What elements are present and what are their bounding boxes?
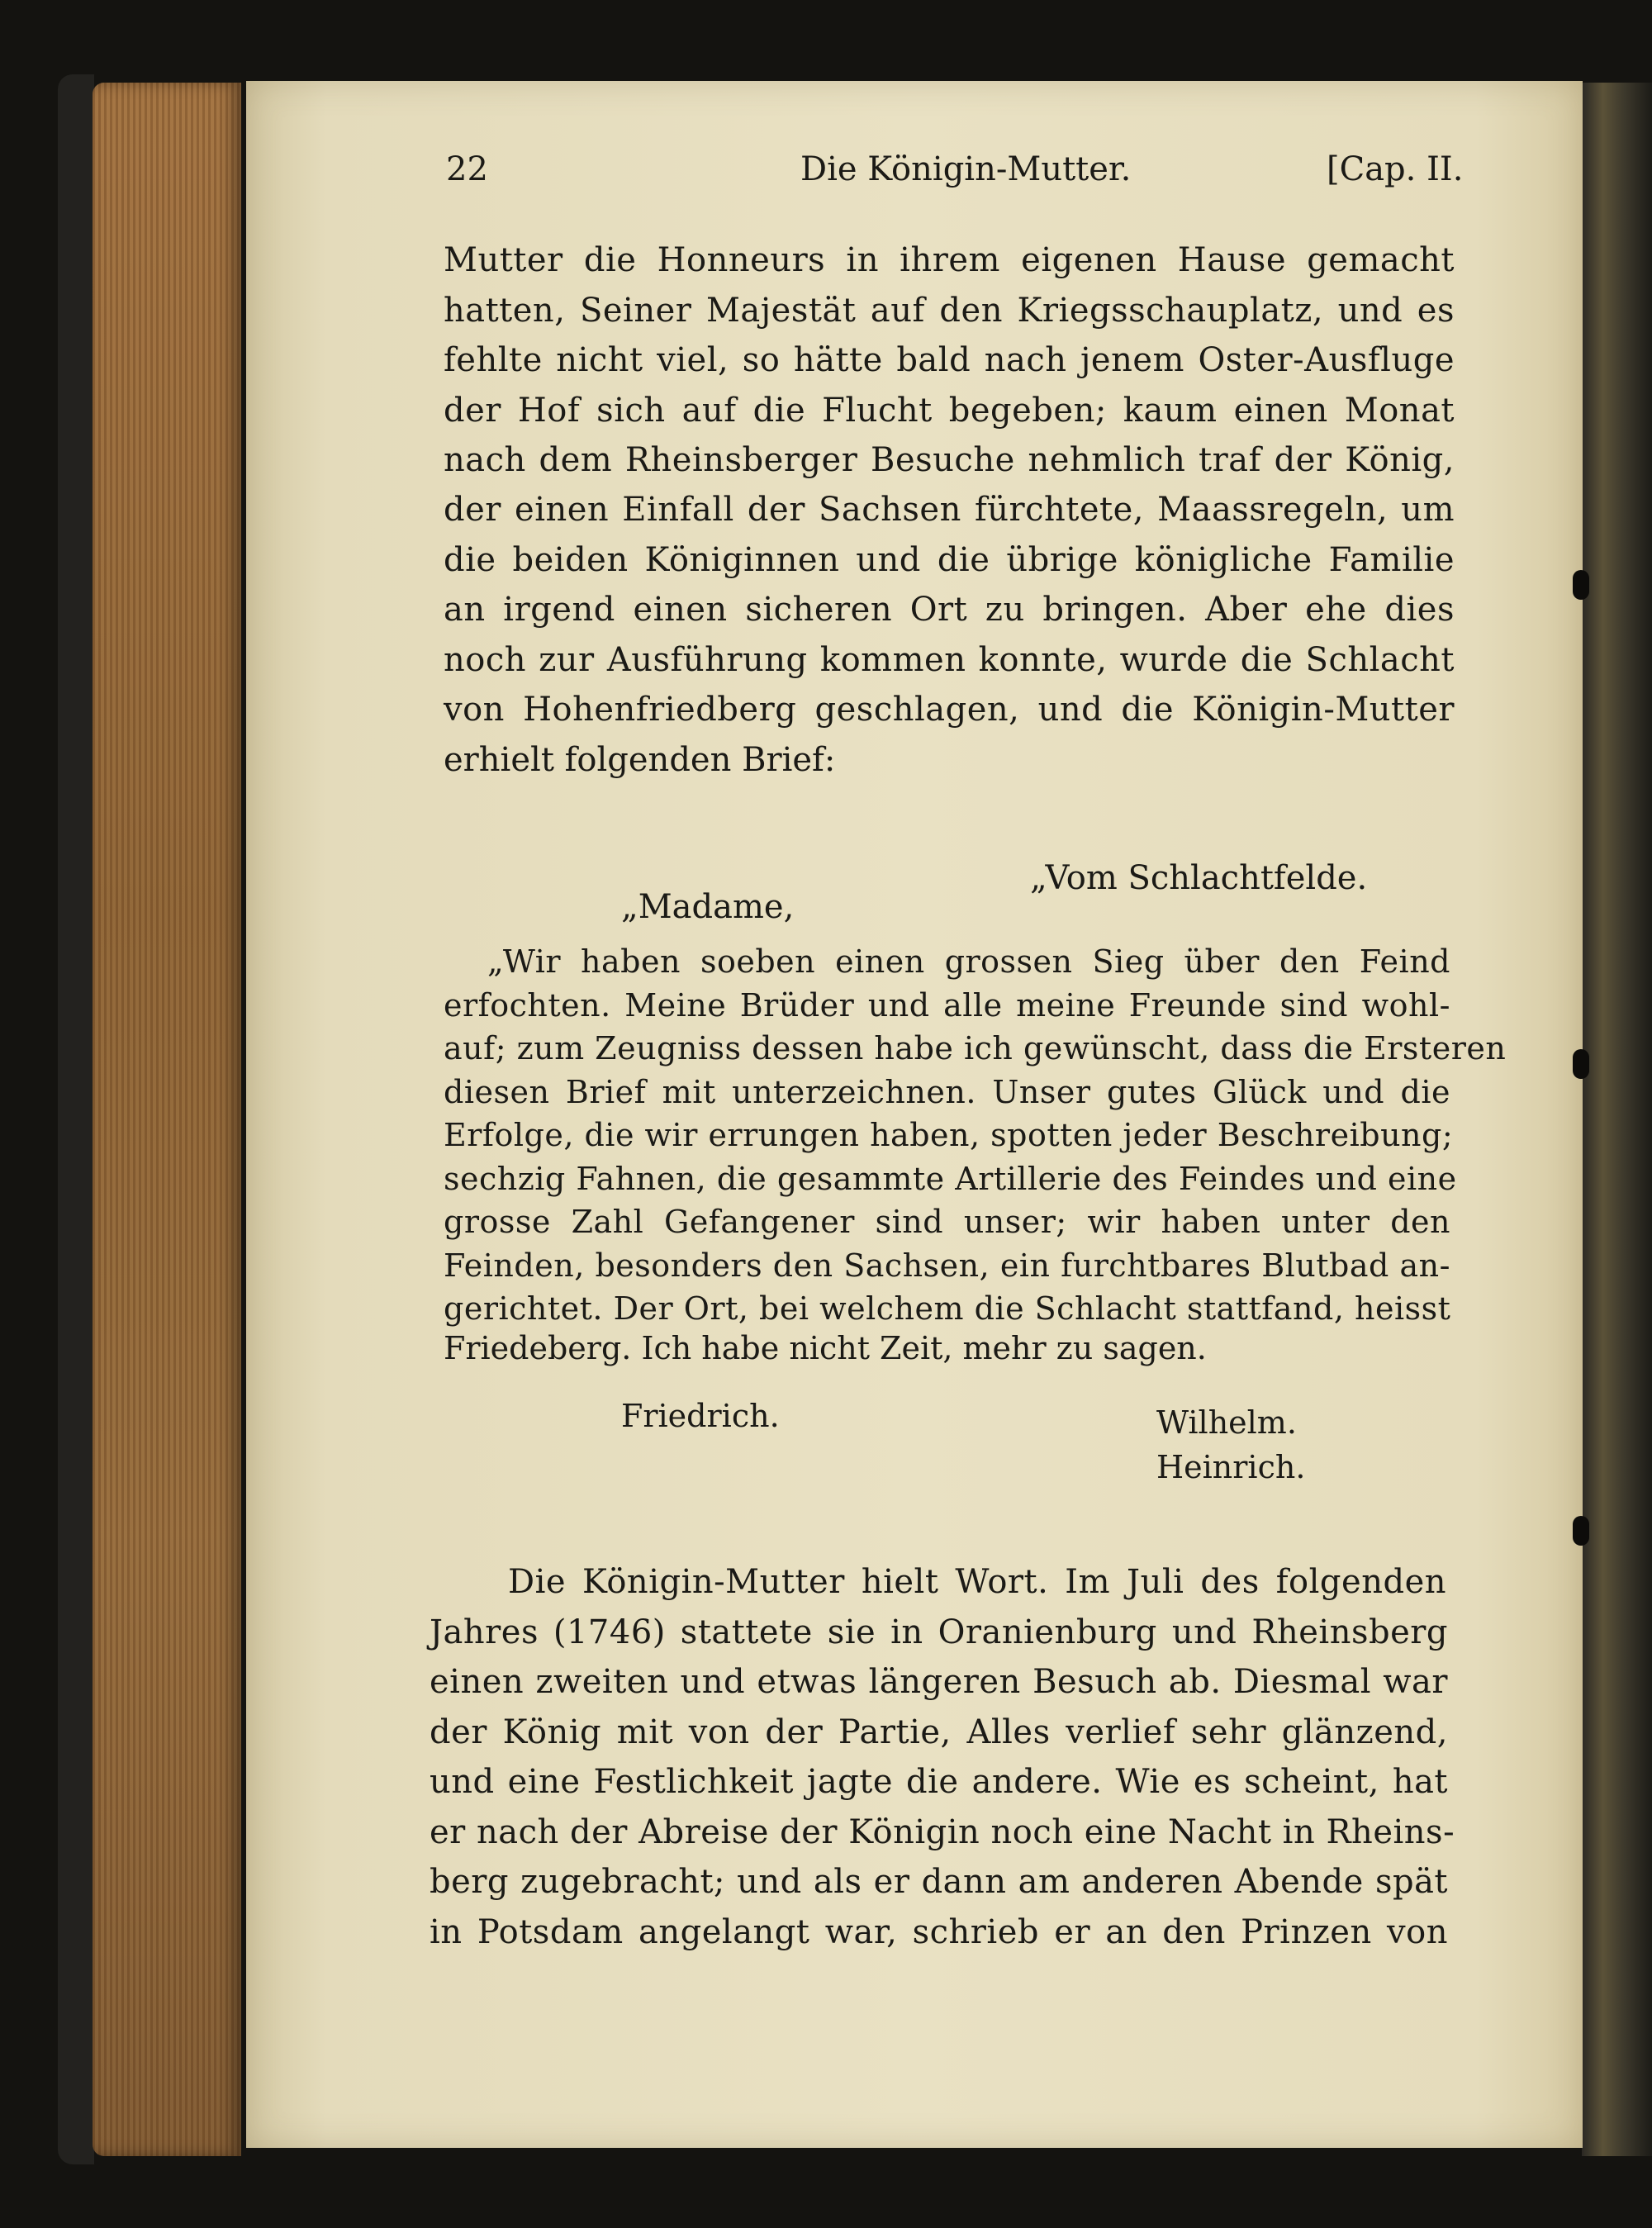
letter-line: Feinden, besonders den Sachsen, ein furchtbares Blutbad an-: [444, 1247, 1450, 1284]
text-line: von Hohenfriedberg geschlagen, und die Königin-Mutter: [444, 691, 1455, 729]
binding-notch: [1573, 570, 1589, 600]
text-line: noch zur Ausführung kommen konnte, wurde die Schlacht: [444, 641, 1455, 679]
letter-salutation: „Madame,: [621, 888, 795, 926]
chapter-label: [Cap. II.: [1327, 150, 1464, 188]
running-title: Die Königin-Mutter.: [800, 150, 1132, 188]
text-line: Mutter die Honneurs in ihrem eigenen Hause gemacht: [444, 241, 1455, 279]
text-line: fehlte nicht viel, so hätte bald nach jenem Oster-Ausfluge: [444, 341, 1455, 379]
text-line-last: erhielt folgenden Brief:: [444, 741, 836, 779]
letter-line: Erfolge, die wir errungen haben, spotten jeder Beschreibung;: [444, 1117, 1454, 1153]
letter-place: „Vom Schlachtfelde.: [1030, 859, 1368, 897]
text-line: in Potsdam angelangt war, schrieb er an den Prinzen von: [430, 1913, 1448, 1951]
text-line: hatten, Seiner Majestät auf den Kriegsschauplatz, und es: [444, 292, 1455, 330]
letter-line: sechzig Fahnen, die gesammte Artillerie des Feindes und eine: [444, 1161, 1457, 1197]
text-line: der König mit von der Partie, Alles verlief sehr glänzend,: [430, 1713, 1448, 1751]
text-line: der einen Einfall der Sachsen fürchtete, Maassregeln, um: [444, 491, 1455, 529]
text-line: berg zugebracht; und als er dann am anderen Abende spät: [430, 1863, 1448, 1901]
signature-wilhelm: Wilhelm.: [1156, 1404, 1297, 1441]
text-line: an irgend einen sicheren Ort zu bringen. Aber ehe dies: [444, 591, 1455, 629]
text-line: und eine Festlichkeit jagte die andere. Wie es scheint, hat: [430, 1763, 1448, 1801]
book-cover-left: [58, 74, 94, 2164]
letter-line: diesen Brief mit unterzeichnen. Unser gutes Glück und die: [444, 1074, 1450, 1110]
text-line: er nach der Abreise der Königin noch eine Nacht in Rheins-: [430, 1813, 1455, 1851]
text-line: einen zweiten und etwas längeren Besuch ab. Diesmal war: [430, 1663, 1448, 1701]
book-page-edges: [93, 83, 241, 2156]
letter-line: grosse Zahl Gefangener sind unser; wir haben unter den: [444, 1204, 1450, 1240]
text-line: nach dem Rheinsberger Besuche nehmlich traf der König,: [444, 441, 1455, 479]
binding-notch: [1573, 1516, 1589, 1546]
letter-line-last: Friedeberg. Ich habe nicht Zeit, mehr zu sagen.: [444, 1330, 1207, 1366]
binding-notch: [1573, 1049, 1589, 1079]
text-line: der Hof sich auf die Flucht begeben; kaum einen Monat: [444, 392, 1455, 430]
text-line: Die Königin-Mutter hielt Wort. Im Juli des folgenden: [508, 1563, 1446, 1601]
letter-line: auf; zum Zeugniss dessen habe ich gewünscht, dass die Ersteren: [444, 1030, 1507, 1066]
page-number: 22: [446, 150, 488, 188]
signature-friedrich: Friedrich.: [621, 1398, 780, 1434]
letter-line: „Wir haben soeben einen grossen Sieg über den Feind: [487, 943, 1450, 980]
signature-heinrich: Heinrich.: [1156, 1449, 1306, 1485]
book-gutter-right: [1582, 83, 1652, 2156]
text-line: die beiden Königinnen und die übrige königliche Familie: [444, 541, 1455, 579]
letter-line: erfochten. Meine Brüder und alle meine Freunde sind wohl-: [444, 987, 1450, 1024]
letter-line: gerichtet. Der Ort, bei welchem die Schlacht stattfand, heisst: [444, 1290, 1451, 1327]
text-line: Jahres (1746) stattete sie in Oranienburg und Rheinsberg: [430, 1613, 1448, 1651]
